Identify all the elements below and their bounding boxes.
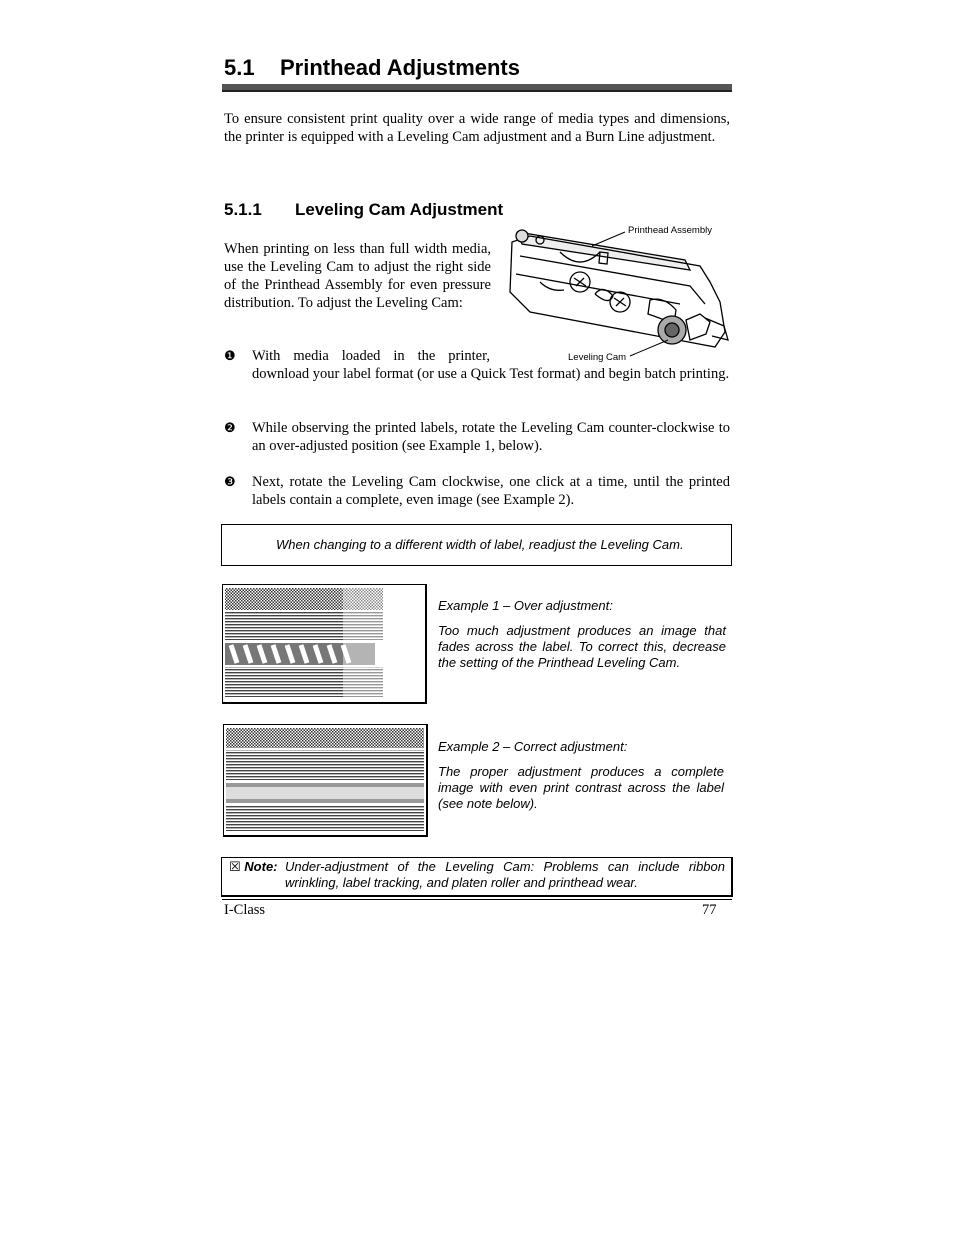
step-2-icon: ❷ [224,420,236,435]
example-1-text: Too much adjustment produces an image that fades across the label. To correct this, decrease the setting of the Printhead Leveling Cam. [438,623,726,670]
step-3-icon: ❸ [224,474,236,489]
heading-rule [222,84,732,92]
section-title: Printhead Adjustments [280,55,520,80]
step-1-text-body: With media loaded in the printer, [252,348,490,364]
tip-text: When changing to a different width of label, readjust the Leveling Cam. [276,537,684,552]
subsection-intro: When printing on less than full width media, use the Leveling Cam to adjust the right side of the Printhead Assembly for even pressure distribution. To adjust the Leveling Cam: [224,241,491,311]
figure-label-printhead: Printhead Assembly [628,225,712,236]
note-label [229,859,278,875]
note-box [221,857,733,897]
subsection-number: 5.1.1 [224,200,262,219]
note-label-text: Note: [244,859,278,874]
step-1-text: With media loaded in the printer, download your label format (or use a Quick Test format) and begin batch printing. [252,348,730,382]
step-3-text: Next, rotate the Leveling Cam clockwise, one click at a time, until the printed labels contain a complete, even image (see Example 2). [252,474,730,508]
footer-title: I-Class [224,902,266,918]
example-2-text: The proper adjustment produces a complete image with even print contrast across the label (see note below). [438,764,724,811]
correct-adjusted-print-sample [224,725,426,835]
step-2-text: While observing the printed labels, rotate the Leveling Cam counter-clockwise to an over-adjusted position (see Example 1, below). [252,420,730,454]
subsection-heading [224,200,503,220]
example-2-image [223,724,428,837]
section-number: 5.1 [224,55,255,80]
over-adjusted-print-sample [223,585,425,702]
figure-label-cam: Leveling Cam [568,352,627,363]
page-number: 77 [702,902,717,918]
section-heading [224,55,520,81]
subsection-title: Leveling Cam Adjustment [295,200,504,219]
checkbox-icon: ☒ [229,859,241,874]
intro-paragraph: To ensure consistent print quality over a wide range of media types and dimensions, the printer is equipped with a Leveling Cam adjustment and a Burn Line adjustment. [224,111,730,145]
footer-rule [222,899,732,900]
example-2-title: Example 2 – Correct adjustment: [438,739,628,754]
example-1-image [222,584,427,704]
example-1-title: Example 1 – Over adjustment: [438,598,613,613]
step-1-icon: ❶ [224,348,236,363]
note-text: Under-adjustment of the Leveling Cam: Problems can include ribbon wrinkling, label tracking, and platen roller and printhead wear. [285,859,725,890]
tip-box [221,524,732,566]
